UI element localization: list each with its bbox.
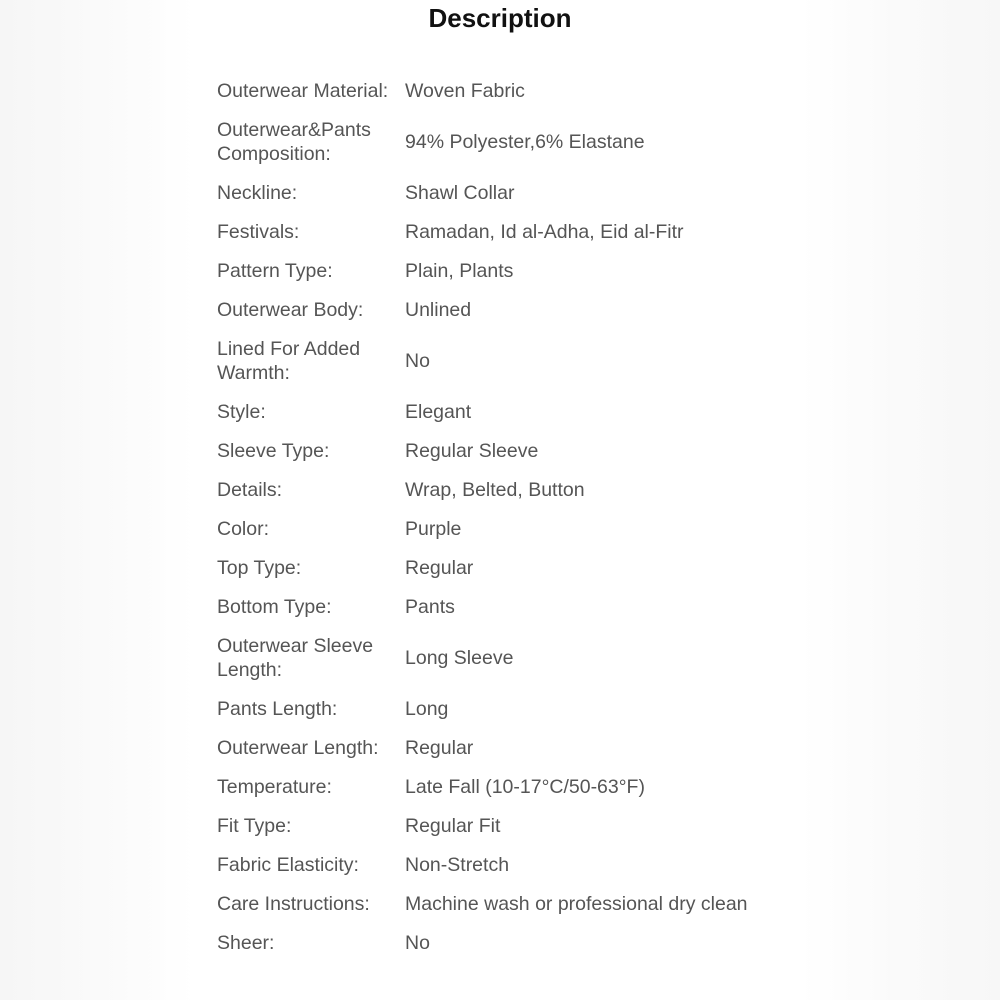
spec-label: Lined For Added Warmth: [217,337,361,384]
spec-row [217,806,797,845]
spec-label: Bottom Type: [217,595,332,618]
spec-row [217,251,797,290]
spec-value: Elegant [405,400,472,423]
spec-value: Purple [405,517,462,540]
spec-row [217,71,797,110]
spec-value: Regular [405,556,474,579]
spec-label: Outerwear Length: [217,736,379,759]
spec-label: Outerwear Sleeve Length: [217,634,374,681]
spec-value: Wrap, Belted, Button [405,478,585,501]
spec-value: Long [405,697,449,720]
spec-row [217,884,797,923]
spec-value: Woven Fabric [405,79,525,102]
spec-label: Pants Length: [217,697,338,720]
spec-label: Temperature: [217,775,332,798]
spec-row [217,290,797,329]
spec-label: Details: [217,478,283,501]
spec-value: Pants [405,595,455,618]
spec-label: Fit Type: [217,814,292,837]
spec-label: Outerwear&Pants Composition: [217,118,371,165]
spec-label: Fabric Elasticity: [217,853,359,876]
spec-value: No [405,931,430,954]
spec-value: Non-Stretch [405,853,510,876]
spec-row [217,767,797,806]
spec-row [217,110,797,173]
description-title: Description [428,3,572,33]
spec-label: Sheer: [217,931,275,954]
spec-row [217,689,797,728]
spec-row [217,509,797,548]
spec-row [217,728,797,767]
spec-label: Sleeve Type: [217,439,330,462]
spec-value: Regular [405,736,474,759]
spec-value: Machine wash or professional dry clean [405,892,748,915]
spec-row [217,845,797,884]
spec-label: Pattern Type: [217,259,333,282]
spec-value: Regular Sleeve [405,439,539,462]
spec-row [217,173,797,212]
spec-label: Outerwear Material: [217,79,389,102]
spec-label: Festivals: [217,220,300,243]
spec-row [217,626,797,689]
spec-row [217,923,797,962]
spec-row [217,392,797,431]
spec-row [217,329,797,392]
spec-row [217,212,797,251]
spec-label: Style: [217,400,266,423]
spec-label: Care Instructions: [217,892,370,915]
spec-row [217,470,797,509]
spec-value: Late Fall (10-17°C/50-63°F) [405,775,645,798]
spec-label: Neckline: [217,181,298,204]
spec-table [217,71,797,962]
spec-row [217,431,797,470]
spec-label: Outerwear Body: [217,298,364,321]
spec-value: Unlined [405,298,472,321]
spec-label: Top Type: [217,556,302,579]
spec-value: Plain, Plants [405,259,514,282]
spec-value: Shawl Collar [405,181,515,204]
spec-value: No [405,349,430,372]
spec-value: Long Sleeve [405,646,514,669]
spec-label: Color: [217,517,270,540]
spec-value: 94% Polyester,6% Elastane [405,130,645,153]
spec-value: Ramadan, Id al-Adha, Eid al-Fitr [405,220,684,243]
spec-row [217,548,797,587]
description-panel [195,0,805,1000]
spec-value: Regular Fit [405,814,501,837]
spec-row [217,587,797,626]
